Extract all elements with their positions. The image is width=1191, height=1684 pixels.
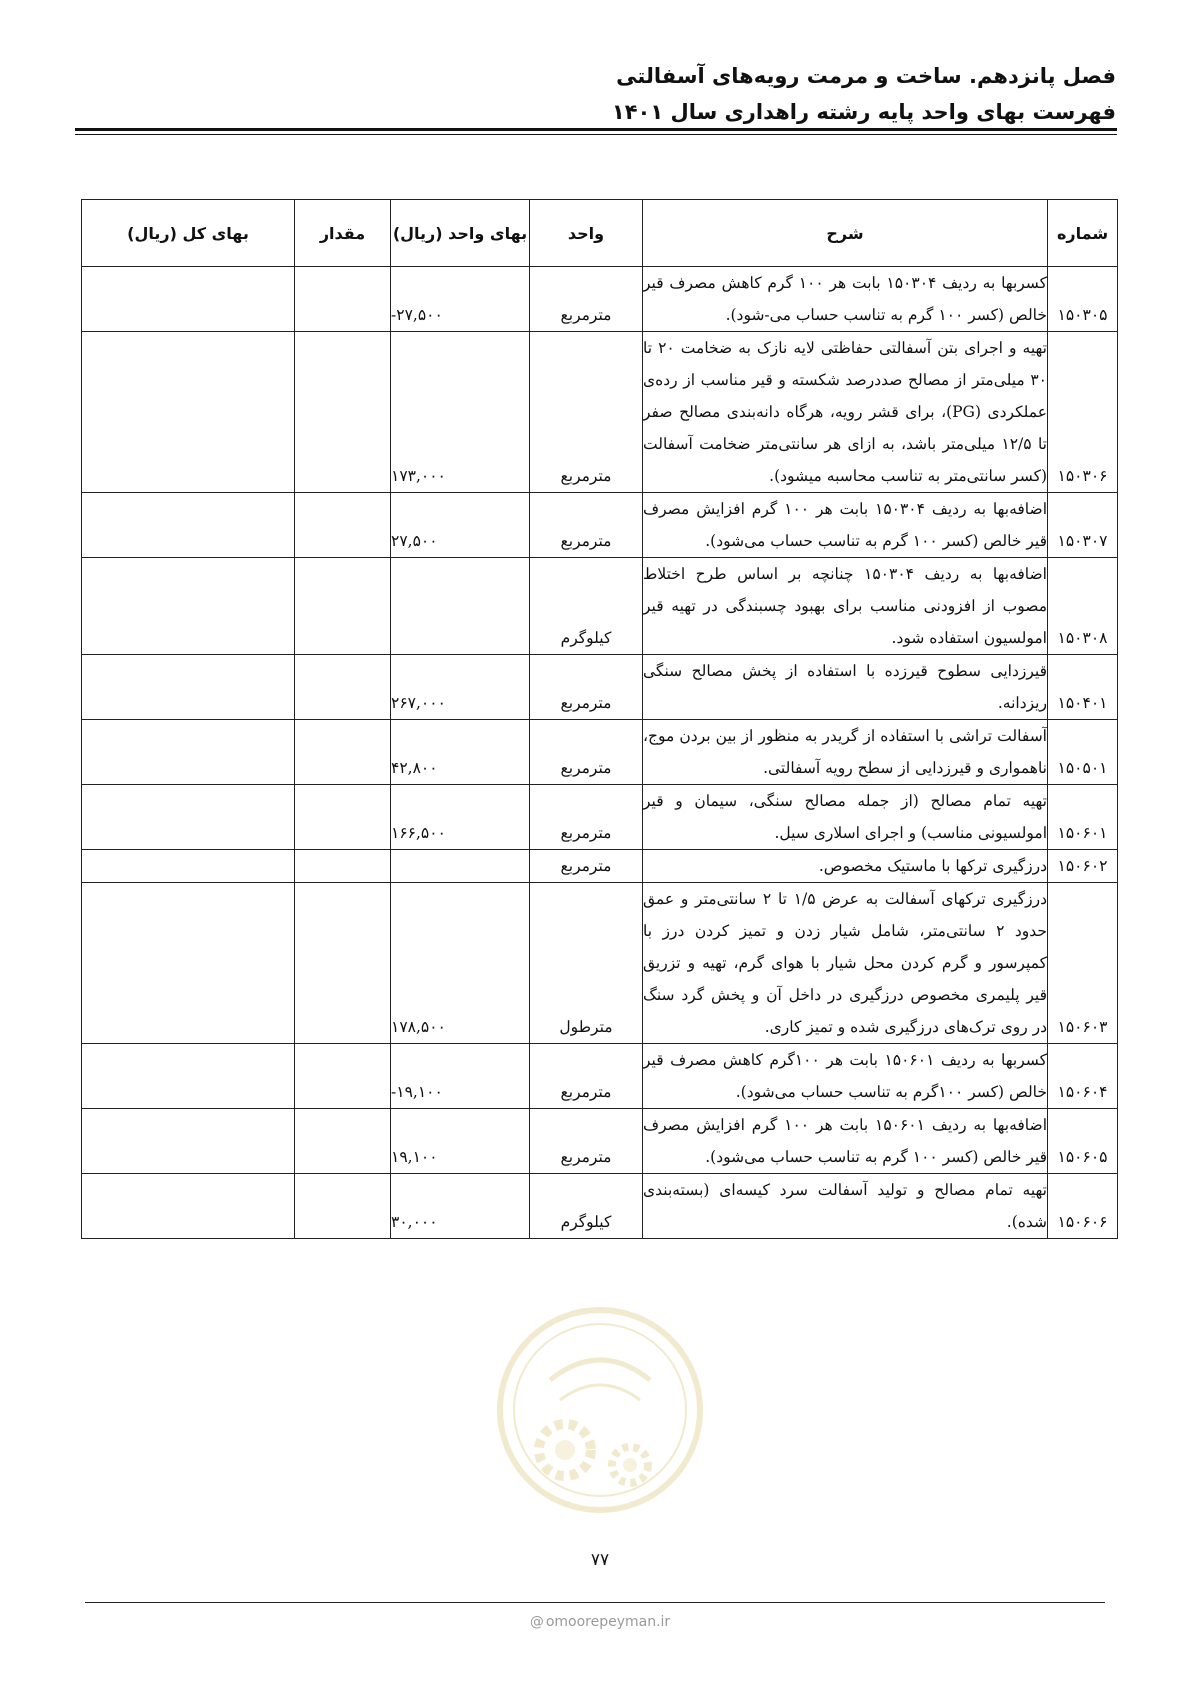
chapter-title: فصل پانزدهم. ساخت و مرمت رویه‌های آسفالتی [616,64,1116,88]
table-row [82,655,1118,720]
row-description: تهیه تمام مصالح (از جمله مصالح سنگی، سیمان و قیر امولسیونی مناسب) و اجرای اسلاری سیل. [643,785,1048,850]
row-quantity [295,332,391,493]
page-header [76,58,1116,130]
row-quantity [295,785,391,850]
row-unit-price: ۱۷۸,۵۰۰ [391,883,530,1044]
row-total-price [82,558,295,655]
row-unit: مترمربع [530,1044,643,1109]
row-description: اضافه‌بها به ردیف ۱۵۰۳۰۴ بابت هر ۱۰۰ گرم افزایش مصرف قیر خالص (کسر ۱۰۰ گرم به تناسب حساب می‌شود). [643,493,1048,558]
row-description: تهیه و اجرای بتن آسفالتی حفاظتی لایه نازک به ضخامت ۲۰ تا ۳۰ میلی‌متر از مصالح صددرصد شکسته و قیر مناسب از رده‌ی عملکردی (PG)، برای قشر رویه، هرگاه دانه‌بندی مصالح صفر تا ۱۲/۵ میلی‌متر باشد، به ازای هر سانتی‌متر ضخامت آسفالت (کسر سانتی‌متر به تناسب محاسبه میشود). [643,332,1048,493]
row-unit-price: ۴۲,۸۰۰ [391,720,530,785]
column-header-description: شرح [643,200,1048,267]
price-table-container [81,199,1117,1239]
row-description: اضافه‌بها به ردیف ۱۵۰۶۰۱ بابت هر ۱۰۰ گرم افزایش مصرف قیر خالص (کسر ۱۰۰ گرم به تناسب حساب می‌شود). [643,1109,1048,1174]
table-row [82,1109,1118,1174]
row-unit-price: ۳۰,۰۰۰ [391,1174,530,1239]
row-description: درزگیری ترکهای آسفالت به عرض ۱/۵ تا ۲ سانتی‌متر و عمق حدود ۲ سانتی‌متر، شامل شیار زدن و تمیز کردن درز با کمپرسور و گرم کردن محل شیار با هوای گرم، تهیه و تزریق قیر پلیمری مخصوص درزگیری در داخل آن و پخش گرد سنگ در روی ترک‌های درزگیری شده و تمیز کاری. [643,883,1048,1044]
column-header-quantity: مقدار [295,200,391,267]
page-number: ۷۷ [590,1550,610,1570]
footer-rule [85,1602,1105,1603]
table-row [82,332,1118,493]
column-header-unit: واحد [530,200,643,267]
row-description: درزگیری ترکها با ماستیک مخصوص. [643,850,1048,883]
row-unit-price: -۱۹,۱۰۰ [391,1044,530,1109]
row-unit: کیلوگرم [530,1174,643,1239]
row-quantity [295,850,391,883]
row-quantity [295,655,391,720]
header-rule-thick [75,128,1117,131]
row-total-price [82,720,295,785]
row-code: ۱۵۰۶۰۶ [1048,1174,1118,1239]
footer-website [470,1612,730,1632]
row-unit-price: ۱۷۳,۰۰۰ [391,332,530,493]
column-header-code: شماره [1048,200,1118,267]
row-code: ۱۵۰۵۰۱ [1048,720,1118,785]
row-total-price [82,332,295,493]
column-header-unit-price: بهای واحد (ریال) [391,200,530,267]
row-description: قیرزدایی سطوح قیرزده با استفاده از پخش مصالح سنگی ریزدانه. [643,655,1048,720]
row-total-price [82,1044,295,1109]
price-list-title: فهرست بهای واحد پایه رشته راهداری سال ۱۴۰۱ [611,100,1116,124]
row-total-price [82,655,295,720]
row-code: ۱۵۰۶۰۱ [1048,785,1118,850]
row-description: تهیه تمام مصالح و تولید آسفالت سرد کیسه‌ای (بسته‌بندی شده). [643,1174,1048,1239]
row-unit-price: ۱۶۶,۵۰۰ [391,785,530,850]
table-row [82,785,1118,850]
row-unit-price [391,558,530,655]
row-quantity [295,558,391,655]
column-header-total-price: بهای کل (ریال) [82,200,295,267]
table-row [82,850,1118,883]
row-unit: مترمربع [530,493,643,558]
row-code: ۱۵۰۶۰۳ [1048,883,1118,1044]
row-unit: مترمربع [530,1109,643,1174]
price-table [81,199,1118,1239]
row-total-price [82,1174,295,1239]
row-unit: مترمربع [530,267,643,332]
row-quantity [295,883,391,1044]
row-code: ۱۵۰۶۰۴ [1048,1044,1118,1109]
gear-seal-watermark-icon [490,1300,710,1520]
table-row [82,883,1118,1044]
row-unit: مترمربع [530,655,643,720]
table-row [82,1174,1118,1239]
row-description: کسربها به ردیف ۱۵۰۳۰۴ بابت هر ۱۰۰ گرم کاهش مصرف قیر خالص (کسر ۱۰۰ گرم به تناسب حساب می-شود). [643,267,1048,332]
row-quantity [295,1174,391,1239]
row-unit-price [391,850,530,883]
row-quantity [295,267,391,332]
table-row [82,1044,1118,1109]
row-total-price [82,785,295,850]
row-unit-price: ۱۹,۱۰۰ [391,1109,530,1174]
table-row [82,493,1118,558]
row-unit: مترمربع [530,720,643,785]
row-description: کسربها به ردیف ۱۵۰۶۰۱ بابت هر ۱۰۰گرم کاهش مصرف قیر خالص (کسر ۱۰۰گرم به تناسب حساب می‌شود). [643,1044,1048,1109]
header-rule-thin [75,134,1117,135]
row-code: ۱۵۰۳۰۶ [1048,332,1118,493]
table-row [82,720,1118,785]
row-code: ۱۵۰۳۰۷ [1048,493,1118,558]
row-unit-price: -۲۷,۵۰۰ [391,267,530,332]
at-sign-icon: @ [529,1614,544,1630]
table-header-row [82,200,1118,267]
row-quantity [295,720,391,785]
row-unit-price: ۲۷,۵۰۰ [391,493,530,558]
table-row [82,267,1118,332]
row-quantity [295,1109,391,1174]
row-unit-price: ۲۶۷,۰۰۰ [391,655,530,720]
row-total-price [82,267,295,332]
row-code: ۱۵۰۴۰۱ [1048,655,1118,720]
footer-website-text: omoorepeyman.ir [545,1614,671,1630]
row-description: اضافه‌بها به ردیف ۱۵۰۳۰۴ چنانچه بر اساس طرح اختلاط مصوب از افزودنی مناسب برای بهبود چسبندگی در تهیه قیر امولسیون استفاده شود. [643,558,1048,655]
row-total-price [82,1109,295,1174]
row-unit: مترطول [530,883,643,1044]
row-total-price [82,883,295,1044]
row-unit: مترمربع [530,850,643,883]
row-code: ۱۵۰۶۰۵ [1048,1109,1118,1174]
row-description: آسفالت تراشی با استفاده از گریدر به منظور از بین بردن موج، ناهمواری و قیرزدایی از سطح رویه آسفالتی. [643,720,1048,785]
row-unit: مترمربع [530,332,643,493]
table-row [82,558,1118,655]
row-unit: مترمربع [530,785,643,850]
row-code: ۱۵۰۳۰۸ [1048,558,1118,655]
row-quantity [295,1044,391,1109]
row-unit: کیلوگرم [530,558,643,655]
row-total-price [82,850,295,883]
row-code: ۱۵۰۶۰۲ [1048,850,1118,883]
row-code: ۱۵۰۳۰۵ [1048,267,1118,332]
row-total-price [82,493,295,558]
row-quantity [295,493,391,558]
